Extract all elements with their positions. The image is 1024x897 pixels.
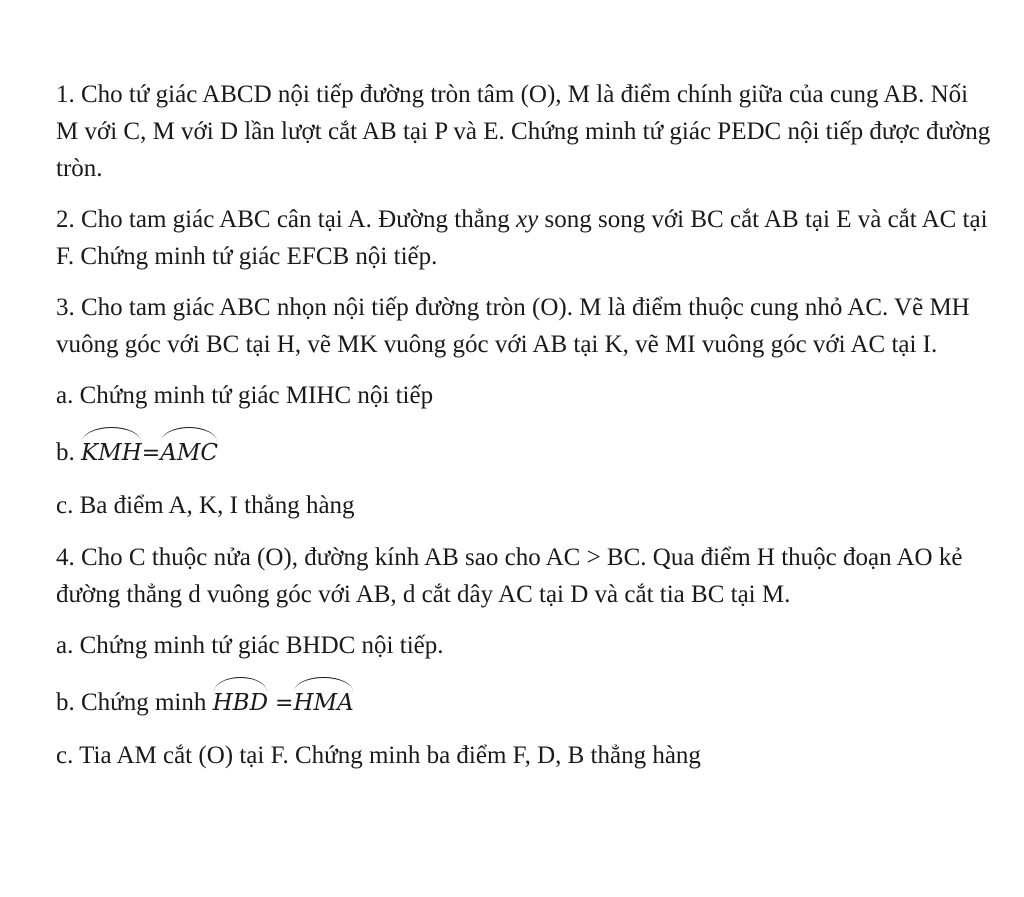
problem-4-part-c: c. Tia AM cắt (O) tại F. Chứng minh ba điểm F, D, B thẳng hàng — [56, 742, 701, 769]
problem-1: 1. Cho tứ giác ABCD nội tiếp đường tròn tâm (O), M là điểm chính giữa của cung AB. Nối M với C, M với D lần lượt cắt AB tại P và E. Chứng minh tứ giác PEDC nội tiếp được đường tròn. — [56, 81, 991, 182]
problem-3-part-b — [56, 429, 996, 472]
problem-3-part-c: c. Ba điểm A, K, I thẳng hàng — [56, 492, 355, 519]
problem-2-text-end: song song với BC cắt AB tại E và cắt AC tại F. Chứng minh tứ giác EFCB nội tiếp. — [56, 206, 988, 270]
problem-2 — [56, 201, 996, 275]
problem-3-part-b-prefix: b. — [56, 439, 81, 466]
problem-2-text-start: 2. Cho tam giác ABC cân tại A. Đường thẳng — [56, 206, 517, 233]
problem-4-part-a: a. Chứng minh tứ giác BHDC nội tiếp. — [56, 632, 444, 659]
angle-amc: AMC — [160, 429, 218, 472]
equals-sign: = — [141, 441, 161, 466]
worksheet — [56, 76, 996, 789]
problem-2-line-name: xy — [516, 206, 539, 233]
problem-3-stem: 3. Cho tam giác ABC nhọn nội tiếp đường tròn (O). M là điểm thuộc cung nhỏ AC. Vẽ MH vuông góc với BC tại H, vẽ MK vuông góc với AB tại K, vẽ MI vuông góc với AC tại I. — [56, 294, 970, 358]
angle-hma: HMA — [293, 679, 353, 722]
problem-3-part-a: a. Chứng minh tứ giác MIHC nội tiếp — [56, 382, 434, 409]
angle-hbd: HBD — [213, 679, 268, 722]
problem-4-stem: 4. Cho C thuộc nửa (O), đường kính AB sao cho AC > BC. Qua điểm H thuộc đoạn AO kẻ đường thẳng d vuông góc với AB, d cắt dây AC tại D và cắt tia BC tại M. — [56, 544, 963, 608]
problem-4-part-b — [56, 679, 996, 722]
problem-4-part-b-prefix: b. Chứng minh — [56, 689, 213, 716]
equals-sign: = — [268, 691, 294, 716]
angle-kmh: KMH — [81, 429, 142, 472]
